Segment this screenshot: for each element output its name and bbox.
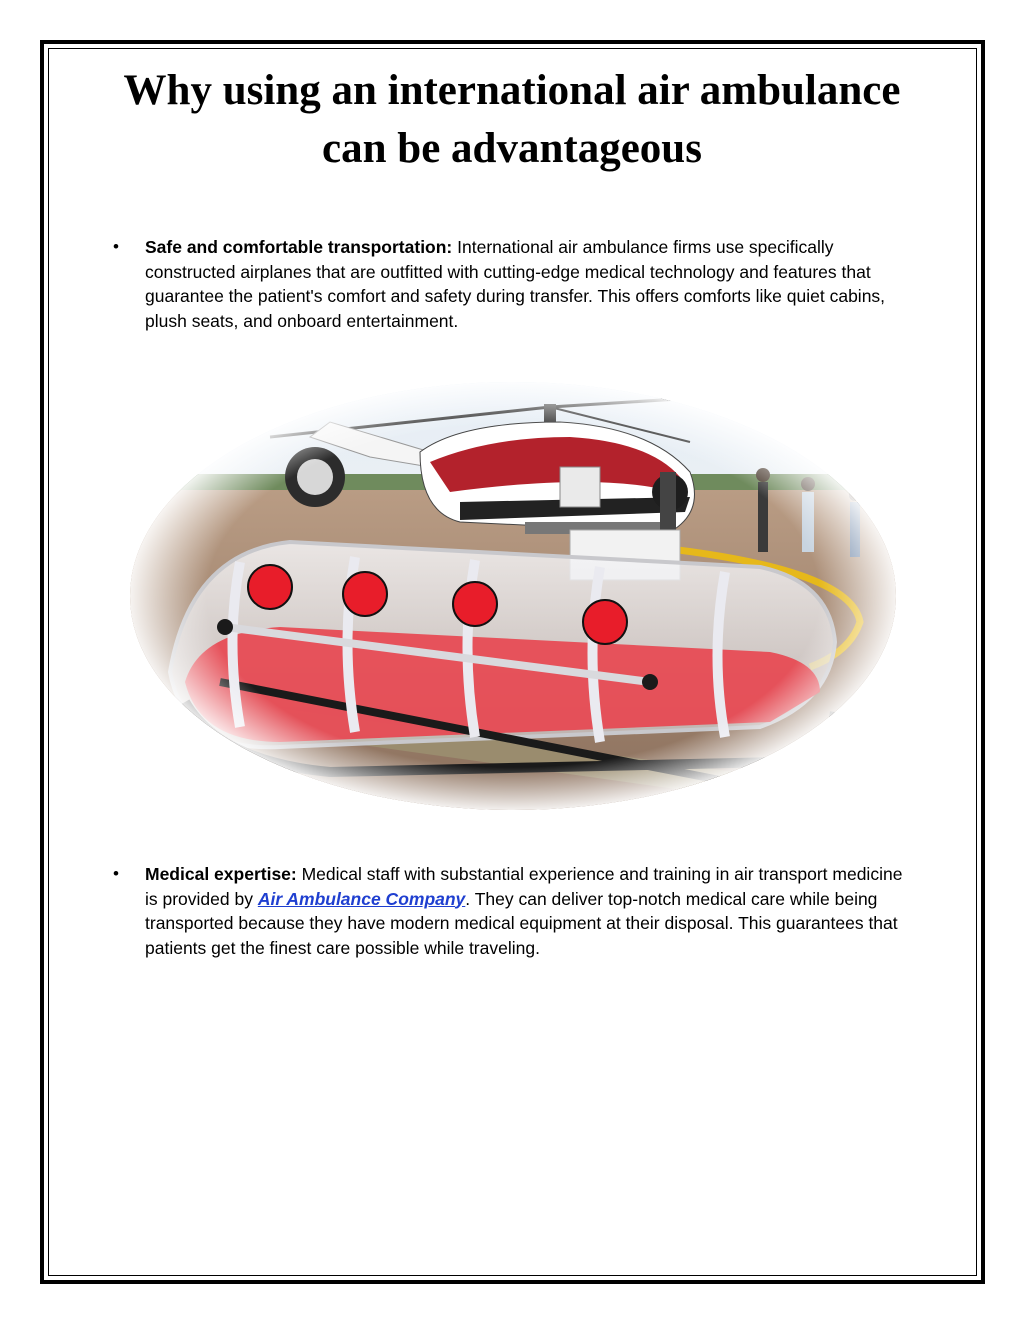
bullet-heading: Medical expertise: [145, 864, 297, 884]
bullet-icon: • [113, 237, 119, 256]
bullet-body-before-link: Medical staff with substantial experience and training in air transport medicine is provided by [145, 864, 903, 909]
bullet-heading: Safe and comfortable transportation: [145, 237, 453, 257]
bullet-body-after-link: . They can deliver top-notch medical care while being transported because they have modern medical equipment at their disposal. This guarantees that patients get the finest care possible while traveling. [145, 888, 898, 958]
bullet-paragraph [145, 862, 915, 960]
bullet-body: International air ambulance firms use specifically constructed airplanes that are outfitted with cutting-edge medical technology and features that guarantee the patient's comfort and safety during transfer. This offers comforts like quiet cabins, plush seats, and onboard entertainment. [145, 237, 886, 331]
air-ambulance-photo [130, 382, 896, 810]
bullet-paragraph [145, 235, 915, 333]
page-title: Why using an international air ambulance can be advantageous [123, 67, 901, 172]
air-ambulance-company-link[interactable]: Air Ambulance Company [257, 888, 466, 909]
bullet-icon: • [113, 864, 119, 883]
